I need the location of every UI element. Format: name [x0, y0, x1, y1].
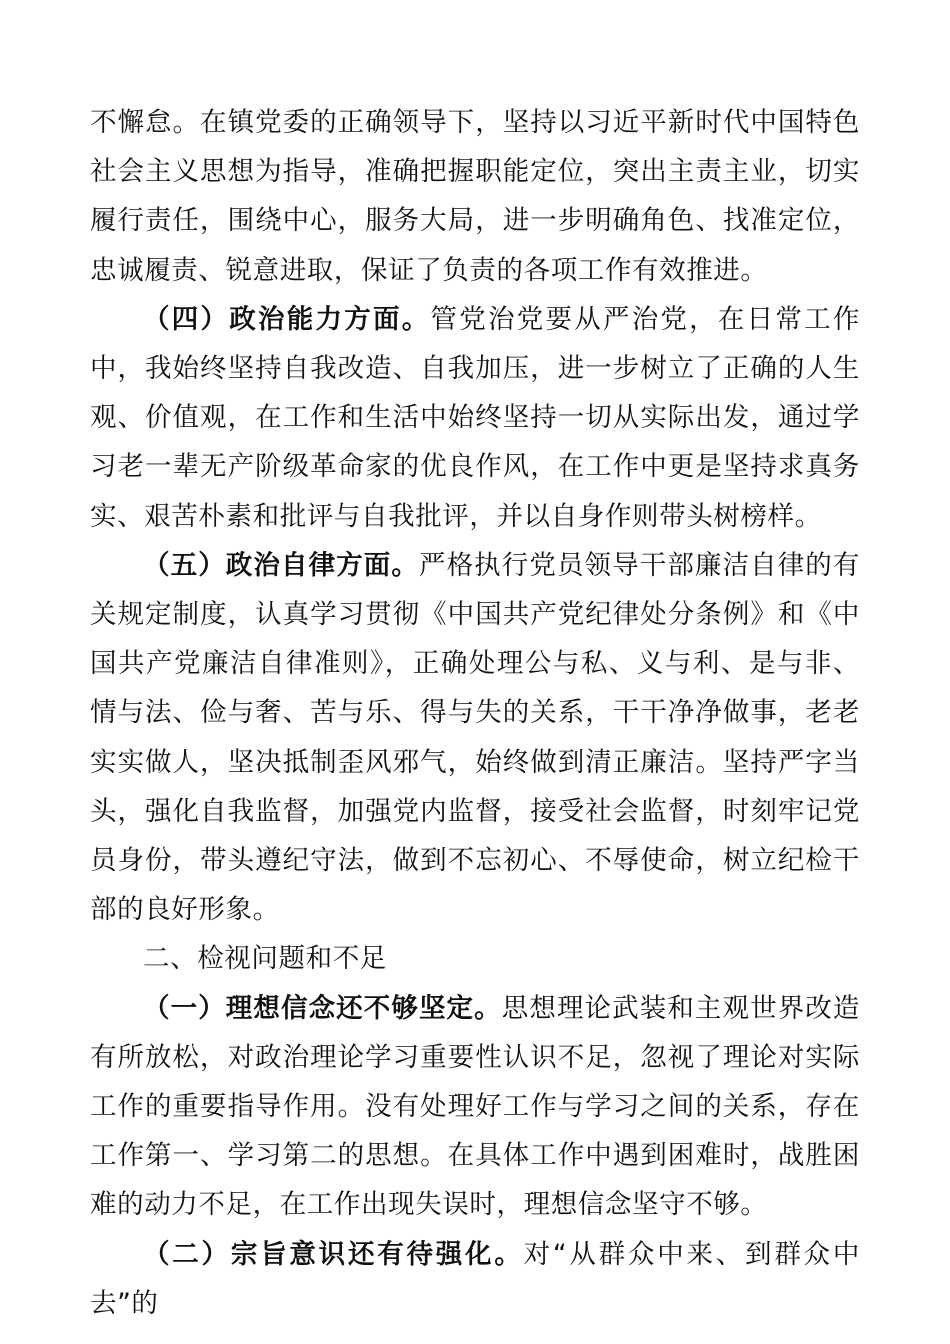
section-title-problems — [90, 934, 860, 983]
section-heading: （五）政治自律方面。 — [143, 549, 419, 581]
paragraph-purpose-awareness — [90, 1230, 860, 1328]
paragraph-text: 管党治党要从严治党，在日常工作中，我始终坚持自我改造、自我加压，进一步树立了正确的人生观、价值观，在工作和生活中始终坚持一切从实际出发，通过学习老一辈无产阶级革命家的优良作风，在工作中更是坚持求真务实、艰苦朴素和批评与自我批评，并以自身作则带头树榜样。 — [90, 303, 861, 532]
paragraph-text: 严格执行党员领导干部廉洁自律的有关规定制度，认真学习贯彻《中国共产党纪律处分条例》和《中国共产党廉洁自律准则》，正确处理公与私、义与利、是与非、情与法、俭与奢、苦与乐、得与失的关系，干干净净做事，老老实实做人，坚决抵制歪风邪气，始终做到清正廉洁。坚持严字当头，强化自我监督，加强党内监督，接受社会监督，时刻牢记党员身份，带头遵纪守法，做到不忘初心、不辱使命，树立纪检干部的良好形象。 — [90, 549, 861, 926]
paragraph-ideals-beliefs — [90, 984, 860, 1230]
section-heading: （一）理想信念还不够坚定。 — [143, 992, 502, 1024]
document-body — [90, 98, 860, 1328]
paragraph-political-ability — [90, 295, 860, 541]
section-title: 二、检视问题和不足 — [143, 943, 387, 975]
paragraph-text: 对“从群众中来、到群众中去”的 — [90, 1238, 860, 1319]
paragraph-continuation — [90, 98, 860, 295]
section-heading: （四）政治能力方面。 — [143, 303, 431, 335]
section-heading: （二）宗旨意识还有待强化。 — [143, 1238, 524, 1270]
paragraph-political-discipline — [90, 541, 860, 935]
paragraph-text: 不懈怠。在镇党委的正确领导下，坚持以习近平新时代中国特色社会主义思想为指导，准确把握职能定位，突出主责主业，切实履行责任，围绕中心，服务大局，进一步明确角色、找准定位，忠诚履责、锐意进取，保证了负责的各项工作有效推进。 — [90, 107, 860, 286]
paragraph-text: 思想理论武装和主观世界改造有所放松，对政治理论学习重要性认识不足，忽视了理论对实际工作的重要指导作用。没有处理好工作与学习之间的关系，存在工作第一、学习第二的思想。在具体工作中遇到困难时，战胜困难的动力不足，在工作出现失误时，理想信念坚守不够。 — [90, 992, 860, 1221]
